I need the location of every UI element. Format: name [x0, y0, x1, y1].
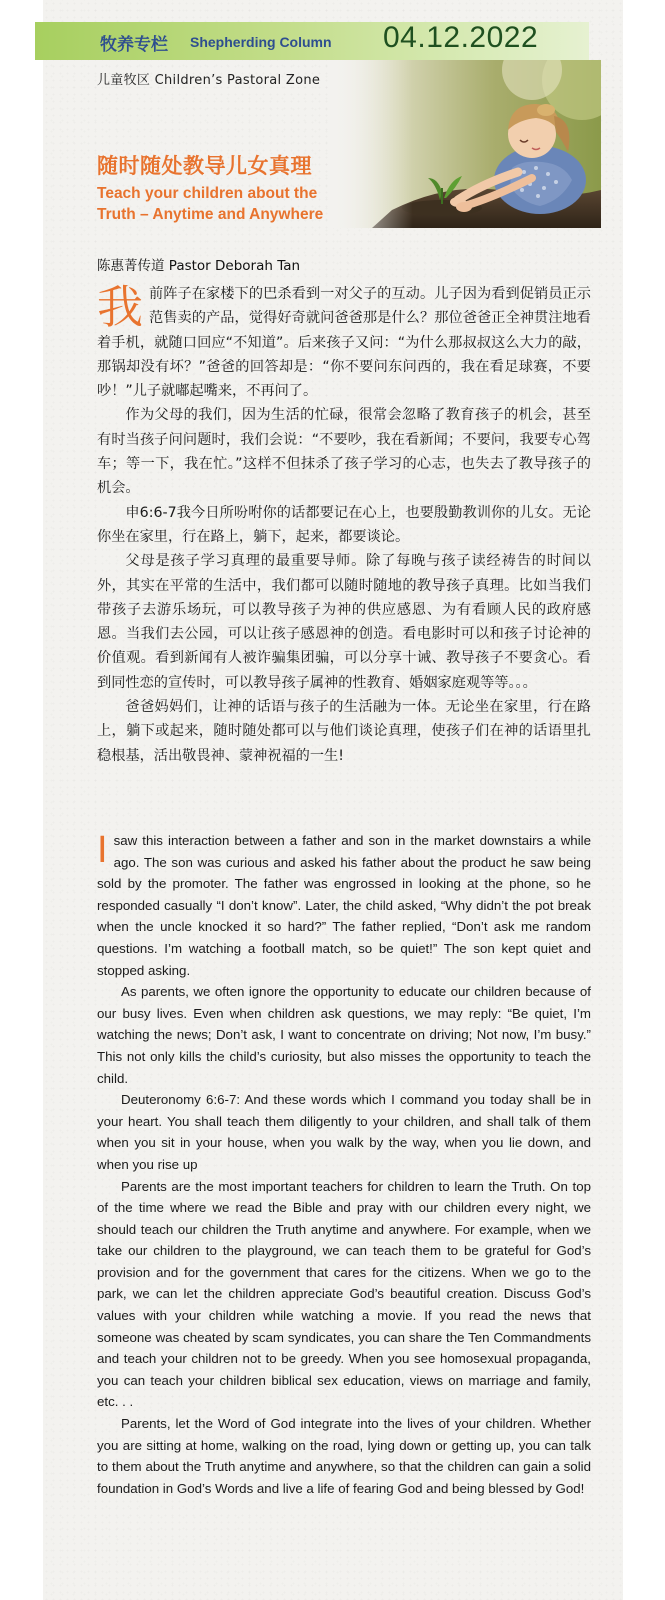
cn-paragraph-5: 爸爸妈妈们，让神的话语与孩子的生活融为一体。无论坐在家里，行在路上，躺下或起来，随时随处都可以与他们谈论真理，使孩子们在神的话语里扎稳根基，活出敬畏神、蒙神祝福的一生!	[97, 699, 591, 764]
cn-paragraph-2: 作为父母的我们，因为生活的忙碌，很常会忽略了教育孩子的机会，甚至有时当孩子问问题时，我们会说：“不要吵，我在看新闻；不要问，我要专心驾车；等一下，我在忙。”这样不但抹杀了孩子学习的心志，也失去了教导孩子的机会。	[97, 407, 591, 497]
chinese-article-body	[97, 282, 591, 768]
article-title-cn: 随时随处教导儿女真理	[97, 154, 312, 178]
author-byline: 陈惠菁传道 Pastor Deborah Tan	[97, 258, 301, 274]
issue-date: 04.12.2022	[383, 21, 539, 54]
child-planting-seedling-photo	[332, 60, 601, 228]
article-title-en-line1: Teach your children about the	[97, 185, 318, 202]
cn-paragraph-1	[97, 282, 591, 403]
english-article-body	[97, 830, 591, 1499]
column-title-en: Shepherding Column	[190, 34, 332, 50]
article-title-en-line2: Truth – Anytime and Anywhere	[97, 206, 324, 223]
en-paragraph-2: As parents, we often ignore the opportunity to educate our children because of our busy lives. Even when children ask questions, we may reply: “Be quiet, I’m watching the news; Don’t ask, I want to concentrate on driving; Not now, I’m busy.” This not only kills the child’s curiosity, but also misses the opportunity to teach the child.	[97, 984, 591, 1086]
en-paragraph-5: Parents, let the Word of God integrate into the lives of your children. Whether you are sitting at home, walking on the road, lying down or getting up, you can talk to them about the Truth anytime and anywhere, so that the children can gain a solid foundation in God’s Words and live a life of fearing God and being blessed by God!	[97, 1416, 591, 1496]
en-paragraph-3: Deuteronomy 6:6-7: And these words which I command you today shall be in your heart. You shall teach them diligently to your children, and shall talk of them when you sit in your house, when you walk by the way, when you lie down, and when you rise up	[97, 1092, 591, 1172]
cn-paragraph-4: 父母是孩子学习真理的最重要导师。除了每晚与孩子读经祷告的时间以外，其实在平常的生活中，我们都可以随时随地的教导孩子真理。比如当我们带孩子去游乐场玩，可以教导孩子为神的供应感恩、为有看顾人民的政府感恩。当我们去公园，可以让孩子感恩神的创造。看电影时可以和孩子讨论神的价值观。看到新闻有人被诈骗集团骗，可以分享十诫、教导孩子不要贪心。看到同性恋的宣传时，可以教导孩子属神的性教育、婚姻家庭观等等。。。	[97, 553, 591, 691]
en-paragraph-4: Parents are the most important teachers for children to learn the Truth. On top of the time where we read the Bible and pray with our children every night, we should teach our children the Truth anytime and anywhere. For example, when we take our children to the playground, we can teach them to be grateful for God’s provision and for the government that cares for the citizens. When we go to the park, we can let the children appreciate God’s beautiful creation. Discuss God’s values with your children while watching a movie. If you read the news that someone was cheated by scam syndicates, you can share the Ten Commandments and teach your children not to be greedy. When you see homosexual propaganda, you can teach your children biblical sex education, views on marriage and family, etc. . .	[97, 1178, 591, 1410]
en-drop-cap: I	[97, 829, 108, 871]
cn-paragraph-3: 申6:6-7我今日所吩咐你的话都要记在心上，也要殷勤教训你的儿女。无论你坐在家里，行在路上，躺下，起来，都要谈论。	[97, 504, 591, 545]
zone-label: 儿童牧区 Children’s Pastoral Zone	[97, 73, 321, 88]
article-title-en	[97, 183, 357, 225]
cn-drop-cap: 我	[97, 280, 143, 334]
en-paragraph-1	[97, 830, 591, 981]
en-paragraph-1-text: saw this interaction between a father and son in the market downstairs a while ago. The son was curious and asked his father about the product he saw being sold by the promoter. The father was engrossed in looking at the phone, so he responded casually “I don’t know”. Later, the child asked, “Why didn’t the pot break when the uncle knocked it so hard?” The father replied, “Don’t ask me random questions. I’m watching a football match, so be quiet!” The son kept quiet and stopped asking.	[97, 833, 591, 978]
column-title-cn: 牧养专栏	[100, 35, 168, 55]
cn-paragraph-1-text: 前阵子在家楼下的巴杀看到一对父子的互动。儿子因为看到促销员正示范售卖的产品，觉得好奇就问爸爸那是什么？那位爸爸正全神贯注地看着手机，就随口回应“不知道”。后来孩子又问：“为什么那叔叔这么大力的敲，那锅却没有坏？”爸爸的回答却是：“你不要问东问西的，我在看足球赛，不要吵！”儿子就嘟起嘴来，不再问了。	[97, 286, 591, 400]
